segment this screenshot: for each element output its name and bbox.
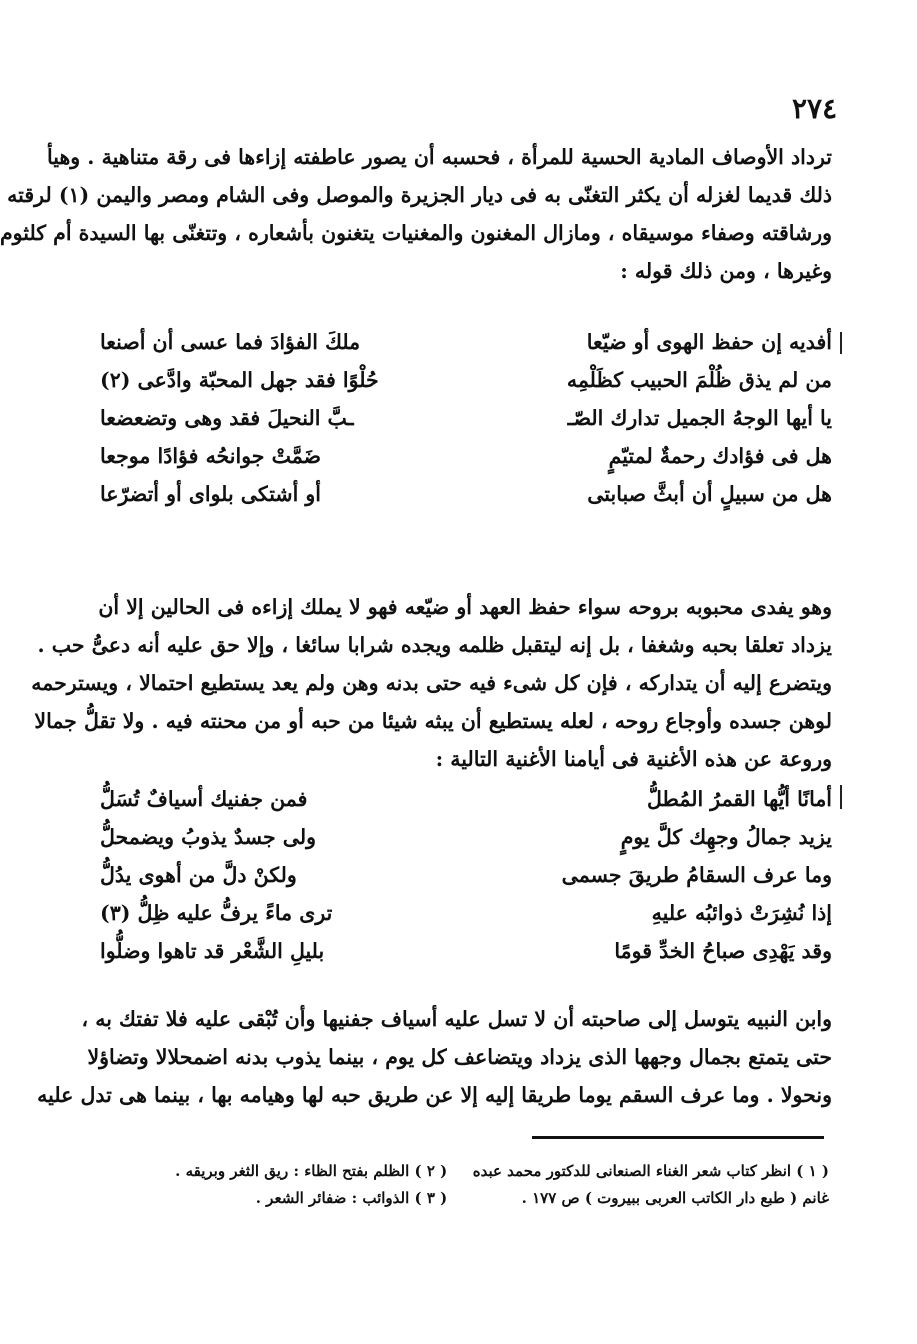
footnote: ( ١ ) انظر كتاب شعر الغناء الصنعانى للدكتور محمد عبده <box>472 1162 829 1180</box>
footnote-separator <box>532 1136 824 1139</box>
paragraph-2 <box>31 588 832 778</box>
footnotes <box>122 1158 829 1212</box>
paragraph-1 <box>0 138 832 290</box>
verse <box>100 475 832 513</box>
verse <box>100 437 832 475</box>
verse-second-hemistich: ترى ماءً يرفُّ عليه ظِلُّ (٣) <box>100 901 333 925</box>
footnote: ( ٢ ) الظلم بفتح الظاء : ريق الثغر وبريقه . <box>175 1162 448 1180</box>
verse-first-hemistich: هل من سبيلٍ أن أبثَّ صبابتى <box>587 482 832 506</box>
paragraph-3 <box>37 1000 832 1114</box>
verse-second-hemistich: ولى جسدٌ يذوبُ ويضمحلُّ <box>100 825 317 849</box>
verse-first-hemistich: أمانًا أيُّها القمرُ المُطلُّ <box>647 787 832 811</box>
verse <box>100 780 832 818</box>
verse-first-hemistich: وما عرف السقامُ طريقَ جسمى <box>561 863 832 887</box>
verse-second-hemistich: ضَمَّتْ جوانحُه فؤادًا موجعا <box>100 444 321 468</box>
verse-first-hemistich: يزيد جمالُ وجهِك كلَّ يومٍ <box>620 825 832 849</box>
text-line: ورشاقته وصفاء موسيقاه ، ومازال المغنون والمغنيات يتغنون بأشعاره ، وتتغنّى بها السيدة أم كلثوم <box>0 221 832 245</box>
text-line: ذلك قديما لغزله أن يكثر التغنّى به فى ديار الجزيرة والموصل وفى الشام ومصر واليمن (١) لرقته <box>7 183 832 207</box>
verse <box>100 323 832 361</box>
poem-1 <box>100 323 832 513</box>
footnotes-left-column <box>122 1158 447 1212</box>
verse <box>100 856 832 894</box>
verse-second-hemistich: فمن جفنيك أسيافٌ تُسَلُّ <box>100 787 308 811</box>
verse <box>100 399 832 437</box>
text-line: وهو يفدى محبوبه بروحه سواء حفظ العهد أو ضيّعه فهو لا يملك إزاءه فى الحالين إلا أن <box>98 595 832 619</box>
footnotes-right-column <box>472 1158 829 1212</box>
text-line: لوهن جسده وأوجاع روحه ، لعله يستطيع أن يبثه شيئا من حبه أو من محنته فيه . ولا تقلُّ جمالا <box>34 709 832 733</box>
verse <box>100 894 832 932</box>
verse-first-hemistich: هل فى فؤادك رحمةٌ لمتيّمٍ <box>608 444 832 468</box>
poem-margin-bar <box>840 332 842 354</box>
page-number: ٢٧٤ <box>792 92 838 125</box>
verse-first-hemistich: إذا نُشِرَتْ ذوائبُه عليهِ <box>651 901 832 925</box>
text-line: يزداد تعلقا بحبه وشغفا ، بل إنه ليتقبل ظلمه ويجده شرابا سائغا ، وإلا حق عليه أنه دعىُّ حب . <box>37 633 832 657</box>
text-line: ويتضرع إليه أن يتداركه ، فإن كل شىء فيه حتى بدنه وهن ولم يعد يستطيع احتمالا ، ويسترحمه <box>31 671 832 695</box>
verse-first-hemistich: يا أيها الوجهُ الجميل تدارك الصّـ <box>567 406 832 430</box>
verse <box>100 818 832 856</box>
verse-second-hemistich: ملكَ الفؤادَ فما عسى أن أصنعا <box>100 330 361 354</box>
verse-second-hemistich: حُلْوًا فقد جهل المحبّة وادَّعى (٢) <box>100 368 379 392</box>
text-line: ونحولا . وما عرف السقم يوما طريقا إليه إلا عن طريق حبه لها وهيامه بها ، بينما هى تدل عليه <box>37 1083 832 1107</box>
verse-second-hemistich: أو أشتكى بلواى أو أتضرّعا <box>100 482 321 506</box>
verse-second-hemistich: ـبَّ النحيلَ فقد وهى وتضعضعا <box>100 406 354 430</box>
verse-first-hemistich: من لم يذق ظُلْمَ الحبيب كظَلْمِه <box>566 368 832 392</box>
verse <box>100 932 832 970</box>
text-line: وروعة عن هذه الأغنية فى أيامنا الأغنية التالية : <box>435 747 832 771</box>
verse-first-hemistich: وقد يَهْدِى صباحُ الخدِّ قومًا <box>614 939 832 963</box>
verse <box>100 361 832 399</box>
text-line: وابن النبيه يتوسل إلى صاحبته أن لا تسل عليه أسياف جفنيها وأن تُبْقى عليه فلا تفتك به ، <box>81 1007 832 1031</box>
poem-margin-bar <box>840 785 842 809</box>
text-line: ترداد الأوصاف المادية الحسية للمرأة ، فحسبه أن يصور عاطفته إزاءها فى رقة متناهية . وهيأ <box>47 145 832 169</box>
text-line: وغيرها ، ومن ذلك قوله : <box>620 259 832 283</box>
verse-first-hemistich: أفديه إن حفظ الهوى أو ضيّعا <box>586 330 832 354</box>
verse-second-hemistich: ولكنْ دلَّ من أهوى يدُلُّ <box>100 863 297 887</box>
poem-2 <box>100 780 832 970</box>
footnote: ( ٣ ) الذوائب : ضفائر الشعر . <box>255 1189 448 1207</box>
text-line: حتى يتمتع بجمال وجهها الذى يزداد ويتضاعف كل يوم ، بينما يذوب بدنه اضمحلالا وتضاؤلا <box>87 1045 832 1069</box>
verse-second-hemistich: بليلِ الشَّعْر قد تاهوا وضلُّوا <box>100 939 325 963</box>
footnote: غانم ( طبع دار الكاتب العربى ببيروت ) ص ١٧٧ . <box>521 1189 829 1207</box>
